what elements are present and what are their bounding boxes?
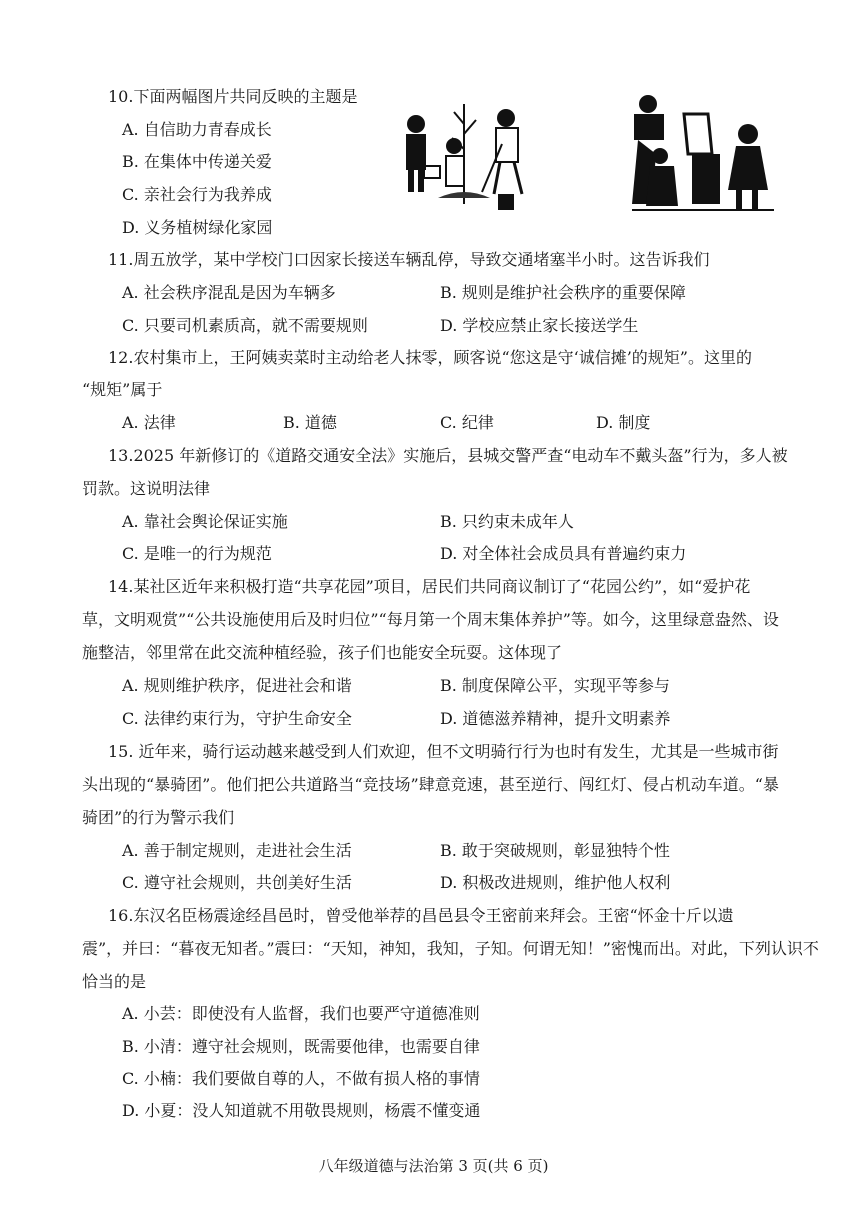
q10-option-b: B. 在集体中传递关爱 (122, 152, 272, 171)
q13-stem-line2: 罚款。这说明法律 (82, 479, 211, 498)
q15-option-c: C. 遵守社会规则，共创美好生活 (122, 873, 352, 892)
q10-option-a: A. 自信助力青春成长 (122, 120, 272, 139)
page-footer: 八年级道德与法治第 3 页(共 6 页) (318, 1157, 549, 1175)
q11-option-c: C. 只要司机素质高，就不需要规则 (122, 316, 368, 335)
q14-option-c: C. 法律约束行为，守护生命安全 (122, 709, 352, 728)
q15-option-b: B. 敢于突破规则，彰显独特个性 (440, 841, 670, 860)
q16-option-d: D. 小夏：没人知道就不用敬畏规则，杨震不懂变通 (122, 1101, 481, 1120)
q15-option-d: D. 积极改进规则，维护他人权利 (440, 873, 671, 892)
q14-option-b: B. 制度保障公平，实现平等参与 (440, 676, 670, 695)
q13-option-a: A. 靠社会舆论保证实施 (122, 512, 288, 531)
q10-stem: 10.下面两幅图片共同反映的主题是 (108, 87, 358, 106)
tree-planting-picture (398, 94, 538, 214)
helping-elderly-picture (628, 94, 778, 216)
q13-stem-line1: 13.2025 年新修订的《道路交通安全法》实施后，县城交警严查“电动车不戴头盔”行为，多人被 (108, 446, 788, 465)
q15-stem-line1: 15. 近年来，骑行运动越来越受到人们欢迎，但不文明骑行行为也时有发生，尤其是一些城市街 (108, 742, 779, 761)
q12-stem-line2: “规矩”属于 (82, 380, 163, 399)
q16-option-a: A. 小芸：即使没有人监督，我们也要严守道德准则 (122, 1004, 480, 1023)
q12-option-c: C. 纪律 (440, 413, 494, 432)
q10-option-c: C. 亲社会行为我养成 (122, 185, 272, 204)
q12-stem-line1: 12.农村集市上，王阿姨卖菜时主动给老人抹零，顾客说“您这是守‘诚信摊’的规矩”。这里的 (108, 348, 752, 367)
q14-option-d: D. 道德滋养精神，提升文明素养 (440, 709, 671, 728)
q11-stem: 11.周五放学，某中学校门口因家长接送车辆乱停，导致交通堵塞半小时。这告诉我们 (108, 250, 710, 269)
q16-option-b: B. 小清：遵守社会规则，既需要他律，也需要自律 (122, 1037, 480, 1056)
q16-option-c: C. 小楠：我们要做自尊的人，不做有损人格的事情 (122, 1069, 480, 1088)
q12-option-d: D. 制度 (596, 413, 651, 432)
q13-option-b: B. 只约束未成年人 (440, 512, 574, 531)
q11-option-d: D. 学校应禁止家长接送学生 (440, 316, 639, 335)
q16-stem-line3: 恰当的是 (82, 972, 147, 991)
q15-option-a: A. 善于制定规则，走进社会生活 (122, 841, 352, 860)
q16-stem-line2: 震”，并曰：“暮夜无知者。”震曰：“天知，神知，我知，子知。何谓无知！”密愧而出。对此，下列认识不 (82, 939, 819, 958)
q13-option-c: C. 是唯一的行为规范 (122, 544, 272, 563)
q15-stem-line3: 骑团”的行为警示我们 (82, 808, 235, 827)
q14-stem-line2: 草，文明观赏”“公共设施使用后及时归位”“每月第一个周末集体养护”等。如今，这里绿意盎然、设 (82, 610, 779, 629)
q12-option-a: A. 法律 (122, 413, 176, 432)
q11-option-b: B. 规则是维护社会秩序的重要保障 (440, 283, 686, 302)
q15-stem-line2: 头出现的“暴骑团”。他们把公共道路当“竞技场”肆意竞速，甚至逆行、闯红灯、侵占机动车道。“暴 (82, 775, 779, 794)
q14-stem-line1: 14.某社区近年来积极打造“共享花园”项目，居民们共同商议制订了“花园公约”，如“爱护花 (108, 577, 751, 596)
q14-stem-line3: 施整洁，邻里常在此交流种植经验，孩子们也能安全玩耍。这体现了 (82, 643, 563, 662)
q14-option-a: A. 规则维护秩序，促进社会和谐 (122, 676, 352, 695)
q12-option-b: B. 道德 (283, 413, 337, 432)
q13-option-d: D. 对全体社会成员具有普遍约束力 (440, 544, 687, 563)
q10-option-d: D. 义务植树绿化家园 (122, 218, 273, 237)
q11-option-a: A. 社会秩序混乱是因为车辆多 (122, 283, 336, 302)
q16-stem-line1: 16.东汉名臣杨震途经昌邑时，曾受他举荐的昌邑县令王密前来拜会。王密“怀金十斤以遗 (108, 906, 734, 925)
